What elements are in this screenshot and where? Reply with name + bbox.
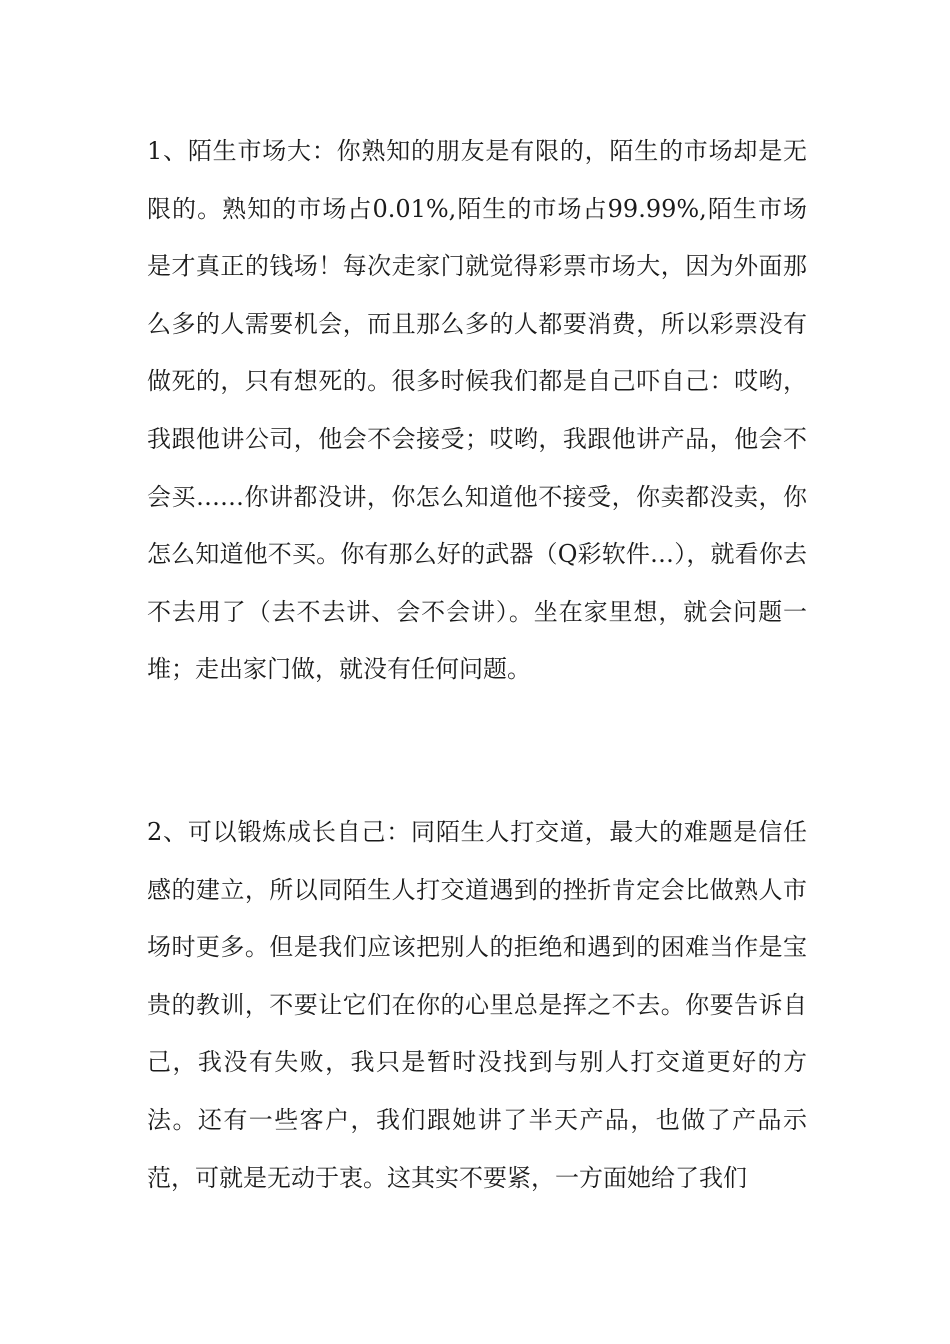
paragraph-stranger-market: 1、陌生市场大：你熟知的朋友是有限的，陌生的市场却是无限的。熟知的市场占0.01%,陌生的市场占99.99%,陌生市场是才真正的钱场！每次走家门就觉得彩票市场大，因为外面那么多的人需要机会，而且那么多的人都要消费，所以彩票没有做死的，只有想死的。很多时候我们都是自己吓自己：哎哟，我跟他讲公司，他会不会接受；哎哟，我跟他讲产品，他会不会买……你讲都没讲，你怎么知道他不接受，你卖都没卖，你怎么知道他不买。你有那么好的武器（Q彩软件…），就看你去不去用了（去不去讲、会不会讲）。坐在家里想，就会问题一堆；走出家门做，就没有任何问题。	[147, 137, 807, 684]
paragraph-self-growth: 2、可以锻炼成长自己：同陌生人打交道，最大的难题是信任感的建立，所以同陌生人打交道遇到的挫折肯定会比做熟人市场时更多。但是我们应该把别人的拒绝和遇到的困难当作是宝贵的教训，不要让它们在你的心里总是挥之不去。你要告诉自己，我没有失败，我只是暂时没找到与别人打交道更好的方法。还有一些客户，我们跟她讲了半天产品，也做了产品示范，可就是无动于衷。这其实不要紧，一方面她给了我们	[147, 818, 807, 1192]
